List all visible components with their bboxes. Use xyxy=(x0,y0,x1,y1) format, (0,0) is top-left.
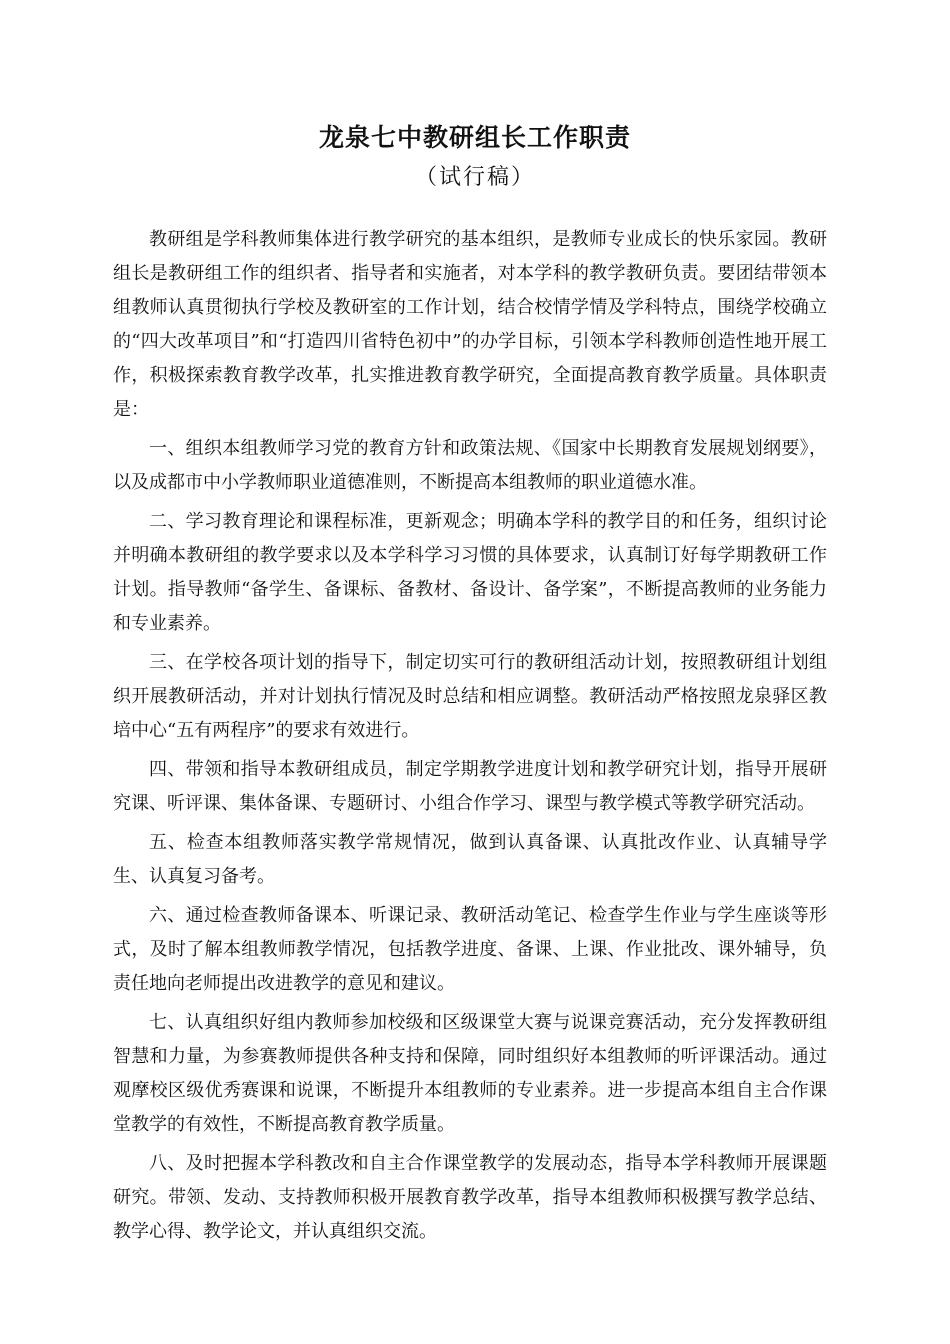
duty-paragraph-6: 六、通过检查教师备课本、听课记录、教研活动笔记、检查学生作业与学生座谈等形式，及时了解本组教师教学情况，包括教学进度、备课、上课、作业批改、课外辅导，负责任地向老师提出改进教学的意见和建议。 xyxy=(113,905,827,994)
duty-paragraph-8: 八、及时把握本学科教改和自主合作课堂教学的发展动态，指导本学科教师开展课题研究。带领、发动、支持教师积极开展教育教学改革，指导本组教师积极撰写教学总结、教学心得、教学论文，并认真组织交流。 xyxy=(113,1153,827,1242)
intro-paragraph: 教研组是学科教师集体进行教学研究的基本组织，是教师专业成长的快乐家园。教研组长是教研组工作的组织者、指导者和实施者，对本学科的教学教研负责。要团结带领本组教师认真贯彻执行学校及教研室的工作计划，结合校情学情及学科特点，围绕学校确立的“四大改革项目”和“打造四川省特色初中”的办学目标，引领本学科教师创造性地开展工作，积极探索教育教学改革，扎实推进教育教学研究，全面提高教育教学质量。具体职责是： xyxy=(113,229,827,420)
duty-paragraph-7: 七、认真组织好组内教师参加校级和区级课堂大赛与说课竞赛活动，充分发挥教研组智慧和力量，为参赛教师提供各种支持和保障，同时组织好本组教师的听评课活动。通过观摩校区级优秀赛课和说课，不断提升本组教师的专业素养。进一步提高本组自主合作课堂教学的有效性，不断提高教育教学质量。 xyxy=(113,1012,827,1135)
document-title: 龙泉七中教研组长工作职责 xyxy=(318,123,631,152)
duty-paragraph-4: 四、带领和指导本教研组成员，制定学期教学进度计划和教学研究计划，指导开展研究课、听评课、集体备课、专题研讨、小组合作学习、课型与教学模式等教学研究活动。 xyxy=(113,759,827,814)
duty-paragraph-5: 五、检查本组教师落实教学常规情况，做到认真备课、认真批改作业、认真辅导学生、认真复习备考。 xyxy=(113,832,827,887)
duty-paragraph-3: 三、在学校各项计划的指导下，制定切实可行的教研组活动计划，按照教研组计划组织开展教研活动，并对计划执行情况及时总结和相应调整。教研活动严格按照龙泉驿区教培中心“五有两程序”的要求有效进行。 xyxy=(113,652,827,741)
duty-paragraph-1: 一、组织本组教师学习党的教育方针和政策法规、《国家中长期教育发展规划纲要》，以及成都市中小学教师职业道德准则，不断提高本组教师的职业道德水准。 xyxy=(113,438,827,493)
duty-paragraph-2: 二、学习教育理论和课程标准，更新观念；明确本学科的教学目的和任务，组织讨论并明确本教研组的教学要求以及本学科学习习惯的具体要求，认真制订好每学期教研工作计划。指导教师“备学生、备课标、备教材、备设计、备学案”，不断提高教师的业务能力和专业素养。 xyxy=(113,511,827,634)
document-body xyxy=(113,223,827,1254)
document-subtitle: （试行稿） xyxy=(414,165,535,190)
